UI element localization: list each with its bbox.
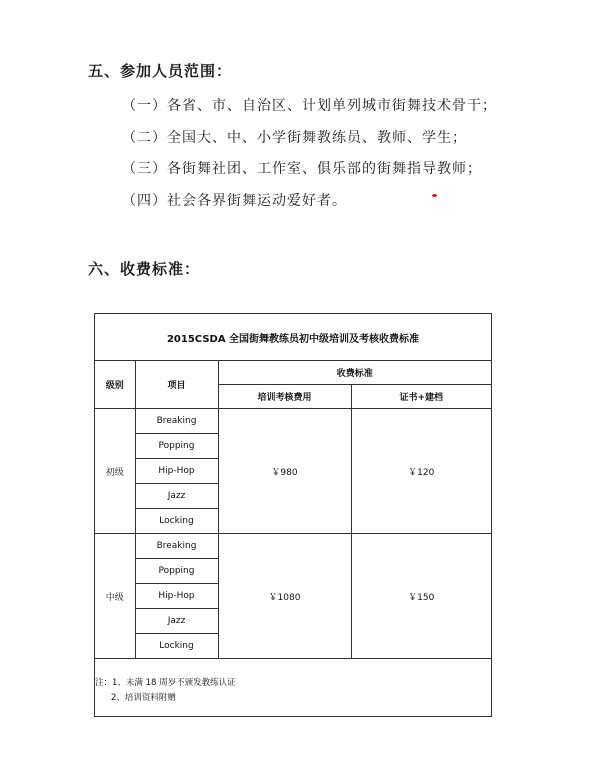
header-fee-standard: 收费标准 [218, 361, 491, 385]
item-cell: Hip-Hop [135, 584, 218, 609]
level-cell: 初级 [95, 409, 135, 534]
item-cell: Locking [135, 634, 218, 659]
level-cell: 中级 [95, 534, 135, 659]
certificate-fee-cell: ￥150 [351, 534, 491, 659]
training-fee-cell: ￥980 [218, 409, 351, 534]
header-item: 项目 [135, 361, 218, 409]
item-cell: Jazz [135, 609, 218, 634]
participant-item-3: （三）各街舞社团、工作室、俱乐部的街舞指导教师； [122, 161, 482, 177]
certificate-fee-cell: ￥120 [351, 409, 491, 534]
section-6-title: 六、收费标准： [88, 260, 201, 278]
item-cell: Popping [135, 434, 218, 459]
item-cell: Locking [135, 509, 218, 534]
header-certificate-fee: 证书+建档 [351, 385, 491, 409]
note-line-1: 注：1、未满 18 周岁不颁发教练认证 [95, 678, 236, 688]
participant-item-2: （二）全国大、中、小学街舞教练员、教师、学生； [122, 130, 467, 146]
note-line-2: 2、培训资料附赠 [111, 693, 176, 703]
header-level: 级别 [95, 361, 135, 409]
item-cell: Popping [135, 559, 218, 584]
fee-table-grid [95, 314, 491, 659]
participant-item-1: （一）各省、市、自治区、计划单列城市街舞技术骨干； [122, 98, 497, 114]
red-ink-mark [432, 194, 437, 197]
header-training-fee: 培训考核费用 [218, 385, 351, 409]
fee-table [94, 313, 492, 717]
item-cell: Breaking [135, 409, 218, 434]
training-fee-cell: ￥1080 [218, 534, 351, 659]
fee-table-notes [95, 676, 236, 706]
item-cell: Jazz [135, 484, 218, 509]
item-cell: Hip-Hop [135, 459, 218, 484]
fee-table-title: 2015CSDA 全国街舞教练员初中级培训及考核收费标准 [95, 314, 491, 361]
item-cell: Breaking [135, 534, 218, 559]
participant-item-4: （四）社会各界街舞运动爱好者。 [122, 193, 347, 209]
section-5-title: 五、参加人员范围： [88, 62, 233, 80]
